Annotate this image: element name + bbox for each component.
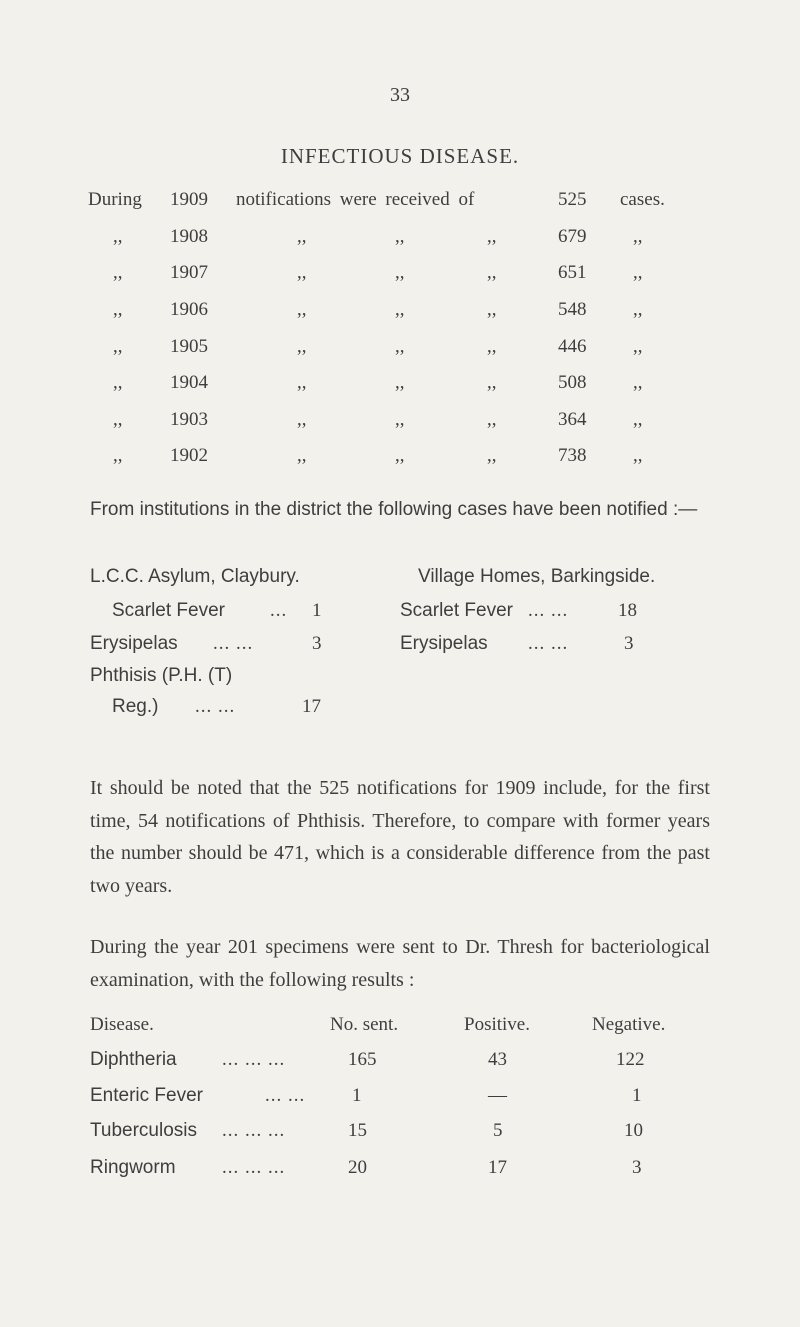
institution-count: 3: [624, 633, 634, 654]
leader-dots: ... ... ...: [222, 1157, 286, 1178]
specimens-paragraph: During the year 201 specimens were sent to Dr. Thresh for bacteriological examination, with the following results :: [90, 936, 710, 991]
disease-cell: Enteric Fever: [90, 1085, 203, 1106]
notification-count: 548: [558, 299, 587, 320]
negative-cell: 3: [632, 1157, 642, 1178]
notification-count: 446: [558, 336, 587, 357]
ditto-mark: ,,: [297, 372, 307, 393]
ditto-mark: ,,: [487, 372, 497, 393]
sent-cell: 1: [352, 1085, 362, 1106]
column-header: Disease.: [90, 1014, 154, 1035]
positive-cell: —: [488, 1085, 507, 1106]
notification-year: 1907: [170, 262, 208, 283]
notification-count: 508: [558, 372, 587, 393]
negative-cell: 1: [632, 1085, 642, 1106]
ditto-mark: ,,: [487, 299, 497, 320]
institution-count: 17: [302, 696, 321, 717]
leader-dots: ... ...: [213, 633, 254, 654]
institution-disease: Reg.): [112, 696, 159, 717]
column-header: Negative.: [592, 1014, 666, 1035]
notification-year: 1908: [170, 226, 208, 247]
sent-cell: 20: [348, 1157, 367, 1178]
ditto-mark: ,,: [113, 262, 123, 283]
ditto-mark: ,,: [297, 336, 307, 357]
negative-cell: 10: [624, 1120, 643, 1141]
ditto-mark: ,,: [395, 262, 405, 283]
ditto-mark: ,,: [113, 226, 123, 247]
leader-dots: ... ...: [528, 600, 569, 621]
disease-cell: Ringworm: [90, 1157, 176, 1178]
ditto-mark: ,,: [113, 372, 123, 393]
ditto-mark: ,,: [395, 336, 405, 357]
ditto-mark: ,,: [487, 336, 497, 357]
ditto-mark: ,,: [395, 226, 405, 247]
institution-count: 3: [312, 633, 322, 654]
ditto-mark: ,,: [113, 409, 123, 430]
sent-cell: 15: [348, 1120, 367, 1141]
ditto-mark: ,,: [395, 409, 405, 430]
institution-disease: Scarlet Fever: [112, 600, 225, 621]
ditto-mark: ,,: [487, 409, 497, 430]
ditto-mark: ,,: [633, 372, 643, 393]
ditto-mark: ,,: [633, 299, 643, 320]
ditto-mark: ,,: [487, 226, 497, 247]
institution-name: L.C.C. Asylum, Claybury.: [90, 566, 300, 587]
notification-phrase: notifications were received of: [236, 189, 475, 210]
notification-count: 364: [558, 409, 587, 430]
leader-dots: ... ...: [195, 696, 236, 717]
page-heading: INFECTIOUS DISEASE.: [280, 144, 520, 168]
notification-unit: cases.: [620, 189, 665, 210]
notification-count: 738: [558, 445, 587, 466]
ditto-mark: ,,: [297, 262, 307, 283]
ditto-mark: ,,: [297, 226, 307, 247]
ditto-mark: ,,: [113, 336, 123, 357]
ditto-mark: ,,: [395, 372, 405, 393]
ditto-mark: ,,: [297, 299, 307, 320]
phthisis-paragraph: It should be noted that the 525 notifications for 1909 include, for the first time, 54 notifications of Phthisis. Therefore, to compare with former years the number should be 471, which is a considerable difference from the past two years.: [90, 777, 710, 897]
notification-intro: During: [88, 189, 142, 210]
ditto-mark: ,,: [633, 226, 643, 247]
ditto-mark: ,,: [113, 445, 123, 466]
positive-cell: 43: [488, 1049, 507, 1070]
ditto-mark: ,,: [633, 409, 643, 430]
ditto-mark: ,,: [395, 445, 405, 466]
institutions-paragraph: From institutions in the district the following cases have been notified :—: [90, 499, 698, 520]
positive-cell: 5: [493, 1120, 503, 1141]
ditto-mark: ,,: [633, 262, 643, 283]
notification-count: 525: [558, 189, 587, 210]
ditto-mark: ,,: [297, 409, 307, 430]
leader-dots: ...: [270, 600, 288, 621]
institution-disease: Erysipelas: [90, 633, 178, 654]
notification-year: 1909: [170, 189, 208, 210]
ditto-mark: ,,: [487, 262, 497, 283]
negative-cell: 122: [616, 1049, 645, 1070]
leader-dots: ... ... ...: [222, 1049, 286, 1070]
column-header: Positive.: [464, 1014, 530, 1035]
notification-year: 1902: [170, 445, 208, 466]
ditto-mark: ,,: [633, 445, 643, 466]
page-number: 33: [390, 84, 410, 106]
ditto-mark: ,,: [297, 445, 307, 466]
leader-dots: ... ... ...: [222, 1120, 286, 1141]
institution-disease: Erysipelas: [400, 633, 488, 654]
institution-disease: Scarlet Fever: [400, 600, 513, 621]
notification-year: 1903: [170, 409, 208, 430]
positive-cell: 17: [488, 1157, 507, 1178]
notification-year: 1904: [170, 372, 208, 393]
disease-cell: Diphtheria: [90, 1049, 177, 1070]
ditto-mark: ,,: [487, 445, 497, 466]
notification-year: 1905: [170, 336, 208, 357]
institution-count: 18: [618, 600, 637, 621]
sent-cell: 165: [348, 1049, 377, 1070]
notification-year: 1906: [170, 299, 208, 320]
column-header: No. sent.: [330, 1014, 399, 1035]
disease-cell: Tuberculosis: [90, 1120, 198, 1141]
ditto-mark: ,,: [633, 336, 643, 357]
leader-dots: ... ...: [528, 633, 569, 654]
institution-disease: Phthisis (P.H. (T): [90, 665, 233, 686]
notification-count: 679: [558, 226, 587, 247]
notification-count: 651: [558, 262, 587, 283]
institution-name: Village Homes, Barkingside.: [418, 566, 656, 587]
ditto-mark: ,,: [113, 299, 123, 320]
ditto-mark: ,,: [395, 299, 405, 320]
leader-dots: ... ...: [265, 1085, 306, 1106]
institution-count: 1: [312, 600, 322, 621]
